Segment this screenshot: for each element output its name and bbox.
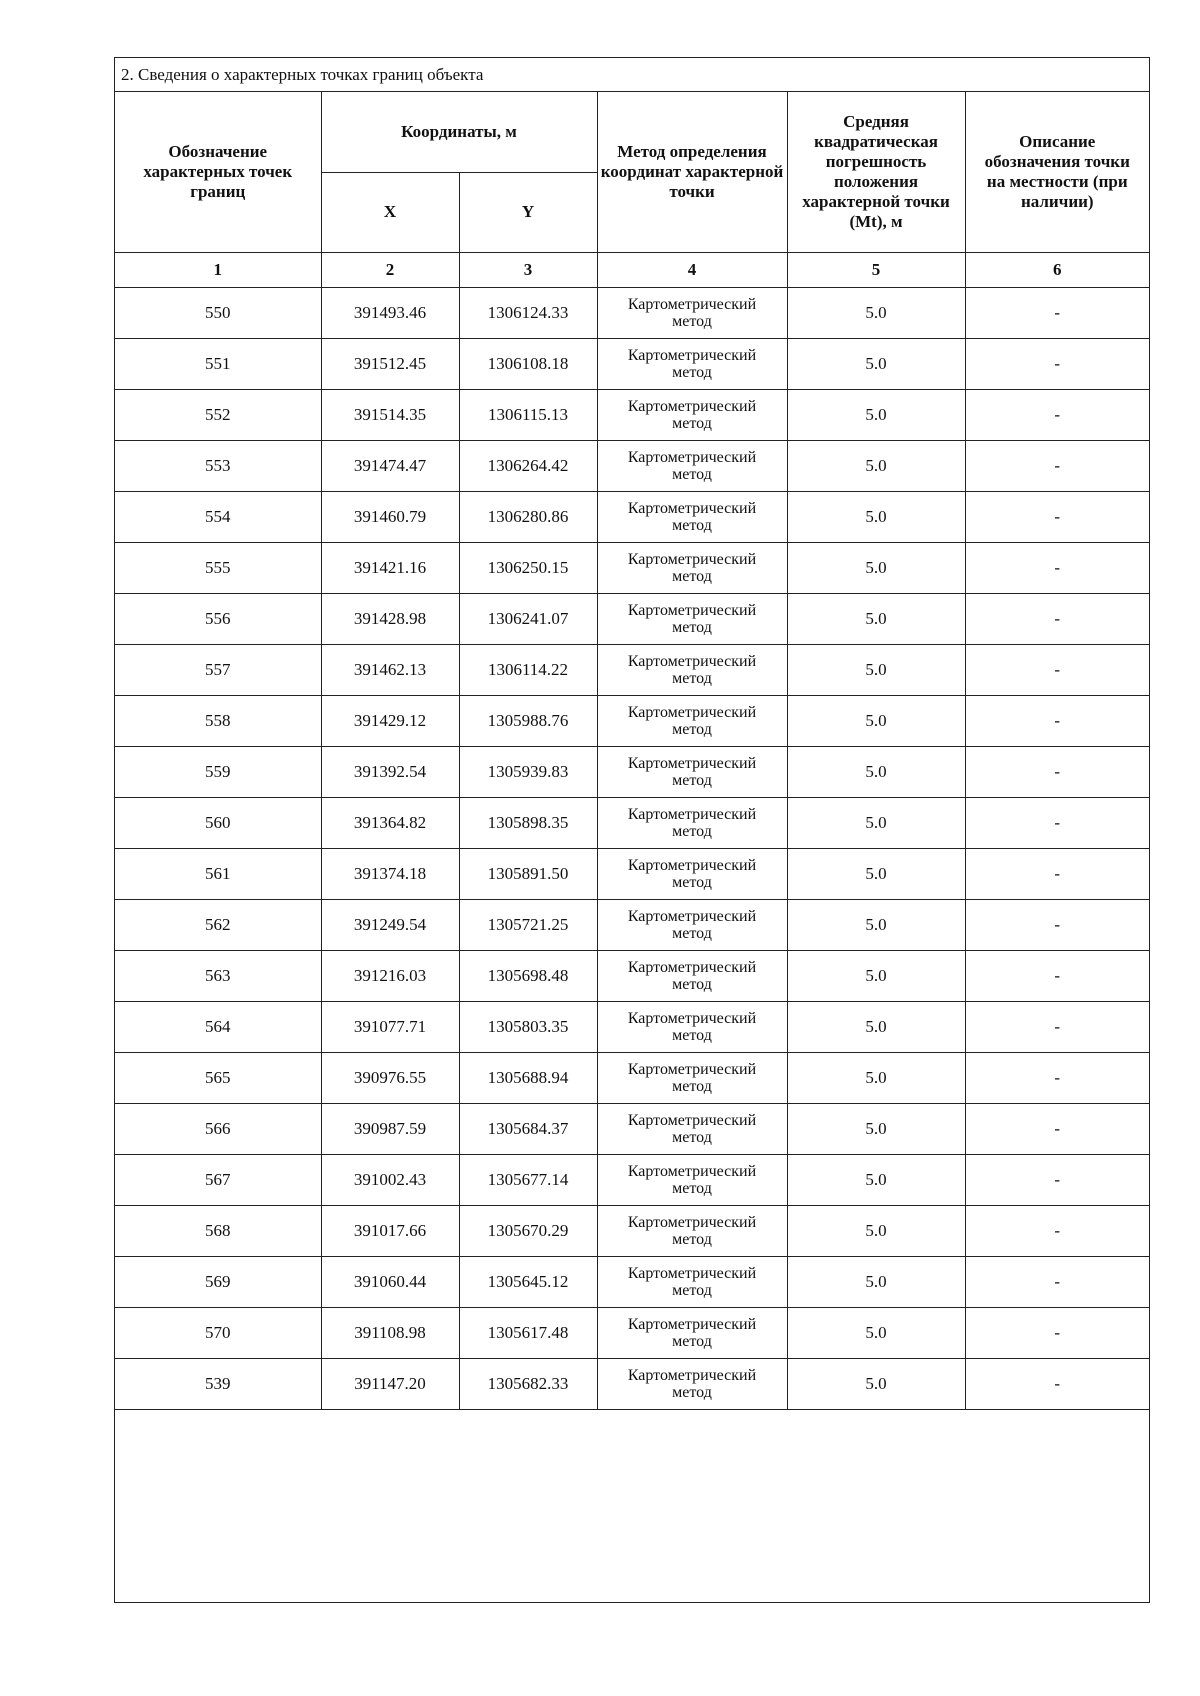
- method-line: Картометрический: [627, 907, 757, 925]
- method-cell: [597, 1001, 787, 1052]
- point-cell: 566: [115, 1103, 321, 1154]
- method-line: метод: [672, 771, 712, 789]
- boundary-points-table: [115, 92, 1149, 1410]
- x-cell: 391249.54: [321, 899, 459, 950]
- method-line: метод: [672, 1077, 712, 1095]
- table-row: [115, 899, 1149, 950]
- error-cell: 5.0: [787, 644, 965, 695]
- method-line: метод: [672, 669, 712, 687]
- y-cell: 1306115.13: [459, 389, 597, 440]
- point-cell: 557: [115, 644, 321, 695]
- table-row: [115, 389, 1149, 440]
- table-row: [115, 1001, 1149, 1052]
- x-cell: 391108.98: [321, 1307, 459, 1358]
- table-row: [115, 593, 1149, 644]
- column-number: 2: [321, 252, 459, 287]
- point-cell: 562: [115, 899, 321, 950]
- method-line: метод: [672, 363, 712, 381]
- error-cell: 5.0: [787, 542, 965, 593]
- method-line: метод: [672, 1332, 712, 1350]
- method-cell: [597, 287, 787, 338]
- method-line: Картометрический: [627, 958, 757, 976]
- method-line: Картометрический: [627, 346, 757, 364]
- description-cell: -: [965, 542, 1149, 593]
- error-cell: 5.0: [787, 746, 965, 797]
- error-cell: 5.0: [787, 1307, 965, 1358]
- method-line: Картометрический: [627, 1111, 757, 1129]
- method-line: метод: [672, 312, 712, 330]
- column-number: 1: [115, 252, 321, 287]
- table-row: [115, 1205, 1149, 1256]
- x-cell: 391147.20: [321, 1358, 459, 1409]
- error-cell: 5.0: [787, 950, 965, 1001]
- y-cell: 1305617.48: [459, 1307, 597, 1358]
- method-cell: [597, 542, 787, 593]
- method-line: метод: [672, 822, 712, 840]
- section-title: 2. Сведения о характерных точках границ объекта: [115, 58, 1149, 92]
- point-cell: 559: [115, 746, 321, 797]
- table-row: [115, 950, 1149, 1001]
- point-cell: 555: [115, 542, 321, 593]
- y-cell: 1305988.76: [459, 695, 597, 746]
- method-line: Картометрический: [627, 805, 757, 823]
- description-cell: -: [965, 593, 1149, 644]
- column-number: 3: [459, 252, 597, 287]
- method-line: Картометрический: [627, 1315, 757, 1333]
- table-row: [115, 695, 1149, 746]
- method-line: метод: [672, 516, 712, 534]
- method-line: Картометрический: [627, 652, 757, 670]
- point-cell: 569: [115, 1256, 321, 1307]
- y-cell: 1306250.15: [459, 542, 597, 593]
- description-cell: -: [965, 287, 1149, 338]
- header-designation: Обозначение характерных точек границ: [115, 92, 321, 252]
- method-cell: [597, 1052, 787, 1103]
- method-line: метод: [672, 975, 712, 993]
- error-cell: 5.0: [787, 1103, 965, 1154]
- x-cell: 391060.44: [321, 1256, 459, 1307]
- column-number: 5: [787, 252, 965, 287]
- x-cell: 391428.98: [321, 593, 459, 644]
- y-cell: 1306124.33: [459, 287, 597, 338]
- x-cell: 390987.59: [321, 1103, 459, 1154]
- method-line: Картометрический: [627, 601, 757, 619]
- table-row: [115, 1052, 1149, 1103]
- method-line: метод: [672, 1179, 712, 1197]
- table-row: [115, 797, 1149, 848]
- error-cell: 5.0: [787, 338, 965, 389]
- point-cell: 560: [115, 797, 321, 848]
- method-line: Картометрический: [627, 1060, 757, 1078]
- error-cell: 5.0: [787, 797, 965, 848]
- x-cell: 391474.47: [321, 440, 459, 491]
- table-row: [115, 338, 1149, 389]
- x-cell: 391421.16: [321, 542, 459, 593]
- error-cell: 5.0: [787, 1154, 965, 1205]
- description-cell: -: [965, 797, 1149, 848]
- x-cell: 391374.18: [321, 848, 459, 899]
- description-cell: -: [965, 1001, 1149, 1052]
- method-cell: [597, 695, 787, 746]
- method-line: Картометрический: [627, 397, 757, 415]
- x-cell: 391002.43: [321, 1154, 459, 1205]
- y-cell: 1306108.18: [459, 338, 597, 389]
- header-description: Описание обозначения точки на местности (при наличии): [965, 92, 1149, 252]
- error-cell: 5.0: [787, 1256, 965, 1307]
- error-cell: 5.0: [787, 1052, 965, 1103]
- x-cell: 391512.45: [321, 338, 459, 389]
- method-line: Картометрический: [627, 499, 757, 517]
- method-cell: [597, 593, 787, 644]
- x-cell: 391493.46: [321, 287, 459, 338]
- description-cell: -: [965, 1205, 1149, 1256]
- method-line: Картометрический: [627, 1162, 757, 1180]
- description-cell: -: [965, 1103, 1149, 1154]
- y-cell: 1306114.22: [459, 644, 597, 695]
- point-cell: 570: [115, 1307, 321, 1358]
- y-cell: 1306241.07: [459, 593, 597, 644]
- method-cell: [597, 440, 787, 491]
- x-cell: 391429.12: [321, 695, 459, 746]
- point-cell: 564: [115, 1001, 321, 1052]
- method-cell: [597, 491, 787, 542]
- description-cell: -: [965, 950, 1149, 1001]
- method-line: метод: [672, 873, 712, 891]
- y-cell: 1305698.48: [459, 950, 597, 1001]
- error-cell: 5.0: [787, 899, 965, 950]
- table-row: [115, 1358, 1149, 1409]
- description-cell: -: [965, 1307, 1149, 1358]
- method-line: метод: [672, 1128, 712, 1146]
- x-cell: 391462.13: [321, 644, 459, 695]
- method-cell: [597, 1103, 787, 1154]
- table-row: [115, 1103, 1149, 1154]
- description-cell: -: [965, 899, 1149, 950]
- method-cell: [597, 1256, 787, 1307]
- error-cell: 5.0: [787, 287, 965, 338]
- point-cell: 552: [115, 389, 321, 440]
- x-cell: 391392.54: [321, 746, 459, 797]
- method-line: Картометрический: [627, 550, 757, 568]
- method-line: Картометрический: [627, 295, 757, 313]
- method-line: Картометрический: [627, 1366, 757, 1384]
- table-header: [115, 92, 1149, 287]
- x-cell: 391364.82: [321, 797, 459, 848]
- header-method: Метод определения координат характерной точки: [597, 92, 787, 252]
- error-cell: 5.0: [787, 1001, 965, 1052]
- table-row: [115, 1307, 1149, 1358]
- method-line: метод: [672, 465, 712, 483]
- header-coordinates: Координаты, м: [321, 92, 597, 172]
- method-cell: [597, 1205, 787, 1256]
- method-line: Картометрический: [627, 703, 757, 721]
- header-x: X: [321, 172, 459, 252]
- method-line: Картометрический: [627, 1213, 757, 1231]
- method-line: метод: [672, 720, 712, 738]
- y-cell: 1305677.14: [459, 1154, 597, 1205]
- y-cell: 1305721.25: [459, 899, 597, 950]
- x-cell: 391017.66: [321, 1205, 459, 1256]
- description-cell: -: [965, 491, 1149, 542]
- description-cell: -: [965, 695, 1149, 746]
- method-cell: [597, 1154, 787, 1205]
- y-cell: 1305939.83: [459, 746, 597, 797]
- column-number: 6: [965, 252, 1149, 287]
- method-line: метод: [672, 414, 712, 432]
- point-cell: 556: [115, 593, 321, 644]
- description-cell: -: [965, 644, 1149, 695]
- point-cell: 563: [115, 950, 321, 1001]
- method-cell: [597, 950, 787, 1001]
- error-cell: 5.0: [787, 848, 965, 899]
- method-line: Картометрический: [627, 1009, 757, 1027]
- table-row: [115, 1154, 1149, 1205]
- description-cell: -: [965, 848, 1149, 899]
- y-cell: 1306280.86: [459, 491, 597, 542]
- error-cell: 5.0: [787, 1358, 965, 1409]
- header-y: Y: [459, 172, 597, 252]
- x-cell: 390976.55: [321, 1052, 459, 1103]
- point-cell: 539: [115, 1358, 321, 1409]
- method-cell: [597, 899, 787, 950]
- description-cell: -: [965, 1154, 1149, 1205]
- point-cell: 550: [115, 287, 321, 338]
- point-cell: 561: [115, 848, 321, 899]
- error-cell: 5.0: [787, 1205, 965, 1256]
- point-cell: 558: [115, 695, 321, 746]
- y-cell: 1305891.50: [459, 848, 597, 899]
- x-cell: 391460.79: [321, 491, 459, 542]
- point-cell: 551: [115, 338, 321, 389]
- y-cell: 1305645.12: [459, 1256, 597, 1307]
- point-cell: 567: [115, 1154, 321, 1205]
- y-cell: 1305670.29: [459, 1205, 597, 1256]
- point-cell: 565: [115, 1052, 321, 1103]
- x-cell: 391514.35: [321, 389, 459, 440]
- error-cell: 5.0: [787, 440, 965, 491]
- document-sheet: [114, 57, 1150, 1603]
- description-cell: -: [965, 440, 1149, 491]
- error-cell: 5.0: [787, 593, 965, 644]
- y-cell: 1305684.37: [459, 1103, 597, 1154]
- table-row: [115, 644, 1149, 695]
- description-cell: -: [965, 389, 1149, 440]
- method-cell: [597, 746, 787, 797]
- method-line: Картометрический: [627, 1264, 757, 1282]
- x-cell: 391216.03: [321, 950, 459, 1001]
- error-cell: 5.0: [787, 491, 965, 542]
- method-line: метод: [672, 618, 712, 636]
- method-line: метод: [672, 1383, 712, 1401]
- description-cell: -: [965, 1052, 1149, 1103]
- method-line: метод: [672, 924, 712, 942]
- table-row: [115, 746, 1149, 797]
- point-cell: 568: [115, 1205, 321, 1256]
- table-row: [115, 440, 1149, 491]
- table-row: [115, 542, 1149, 593]
- point-cell: 553: [115, 440, 321, 491]
- table-row: [115, 287, 1149, 338]
- column-number: 4: [597, 252, 787, 287]
- table-row: [115, 848, 1149, 899]
- method-cell: [597, 338, 787, 389]
- error-cell: 5.0: [787, 389, 965, 440]
- method-cell: [597, 644, 787, 695]
- y-cell: 1305803.35: [459, 1001, 597, 1052]
- method-line: Картометрический: [627, 856, 757, 874]
- point-cell: 554: [115, 491, 321, 542]
- method-cell: [597, 848, 787, 899]
- error-cell: 5.0: [787, 695, 965, 746]
- description-cell: -: [965, 1256, 1149, 1307]
- description-cell: -: [965, 746, 1149, 797]
- y-cell: 1306264.42: [459, 440, 597, 491]
- y-cell: 1305682.33: [459, 1358, 597, 1409]
- method-line: Картометрический: [627, 754, 757, 772]
- y-cell: 1305688.94: [459, 1052, 597, 1103]
- method-line: метод: [672, 1281, 712, 1299]
- method-cell: [597, 389, 787, 440]
- method-line: метод: [672, 1230, 712, 1248]
- x-cell: 391077.71: [321, 1001, 459, 1052]
- table-row: [115, 1256, 1149, 1307]
- description-cell: -: [965, 338, 1149, 389]
- header-error: Средняя квадратическая погрешность положения характерной точки (Mt), м: [787, 92, 965, 252]
- method-line: Картометрический: [627, 448, 757, 466]
- method-cell: [597, 1307, 787, 1358]
- method-cell: [597, 1358, 787, 1409]
- method-line: метод: [672, 567, 712, 585]
- method-cell: [597, 797, 787, 848]
- y-cell: 1305898.35: [459, 797, 597, 848]
- method-line: метод: [672, 1026, 712, 1044]
- table-row: [115, 491, 1149, 542]
- table-body: [115, 287, 1149, 1409]
- description-cell: -: [965, 1358, 1149, 1409]
